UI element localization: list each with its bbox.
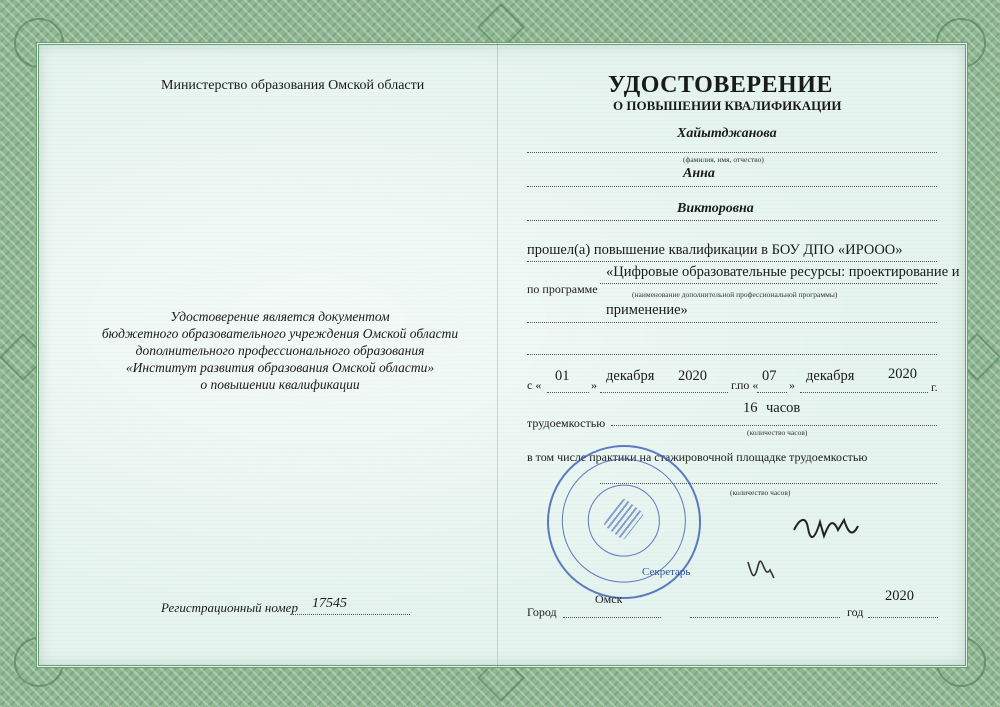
hours-underline (611, 425, 937, 426)
hours-unit: часов (766, 400, 801, 416)
program-underline-1 (600, 283, 937, 284)
date-from-prefix: с « (527, 378, 542, 392)
program-caption: (наименование дополнительной профессиональной программы) (632, 290, 838, 299)
labor-label: трудоемкостью (527, 416, 606, 430)
date-to-prefix: по « (737, 378, 759, 392)
end-year-suffix: г. (931, 380, 938, 394)
program-underline-2 (527, 322, 937, 323)
city-value: Омск (595, 592, 623, 606)
end-year: 2020 (888, 366, 917, 382)
page-fold (497, 42, 498, 668)
surname-value: Хайытджанова (677, 126, 777, 141)
patronymic-value: Викторовна (677, 201, 754, 216)
city-label: Город (527, 605, 557, 619)
name-caption: (фамилия, имя, отчество) (683, 155, 764, 164)
hours-caption: (количество часов) (747, 428, 808, 437)
end-month-year-underline (800, 392, 928, 393)
start-year: 2020 (678, 368, 707, 384)
registration-number: 17545 (312, 596, 347, 611)
hours-value: 16 (743, 400, 758, 416)
start-year-suffix: г. (731, 378, 738, 392)
city-underline (563, 617, 661, 618)
secretary-signature (742, 556, 778, 586)
seal-secretary-label: Секретарь (642, 566, 691, 578)
program-line-1: «Цифровые образовательные ресурсы: проектирование и (606, 264, 960, 280)
program-line-2: применение» (606, 302, 688, 318)
start-day-underline (547, 392, 589, 393)
surname-underline (527, 152, 937, 153)
first-name-underline (527, 186, 937, 187)
registration-underline (290, 614, 410, 615)
end-quote-close: » (789, 378, 795, 392)
description-line: о повышении квалификации (200, 377, 360, 392)
practice-caption: (количество часов) (730, 488, 791, 497)
program-underline-3 (527, 354, 937, 355)
start-month: декабря (606, 368, 655, 384)
end-day: 07 (762, 368, 777, 384)
description-line: «Институт развития образования Омской области» (125, 360, 435, 375)
start-month-year-underline (600, 392, 728, 393)
practice-text: в том числе практики на стажировочной площадке трудоемкостью (527, 450, 868, 464)
start-day: 01 (555, 368, 570, 384)
completed-underline (527, 261, 937, 262)
issue-year: 2020 (885, 588, 914, 604)
year-label: год (847, 605, 864, 619)
description-line: дополнительного профессионального образования (135, 343, 425, 358)
description-line: Удостоверение является документом (170, 309, 390, 324)
start-quote-close: » (591, 378, 597, 392)
description-line: бюджетного образовательного учреждения Омской области (101, 326, 459, 341)
end-day-underline (757, 392, 787, 393)
spacer-underline (690, 617, 840, 618)
patronymic-underline (527, 220, 937, 221)
ministry-heading: Министерство образования Омской области (161, 78, 425, 93)
certificate-description (90, 308, 470, 393)
registration-label: Регистрационный номер (161, 600, 298, 615)
certificate-title: УДОСТОВЕРЕНИЕ (608, 72, 833, 98)
program-label: по программе (527, 282, 598, 296)
completed-text: прошел(а) повышение квалификации в БОУ ДПО «ИРООО» (527, 242, 903, 258)
director-signature (790, 508, 860, 548)
first-name-value: Анна (683, 166, 715, 181)
certificate-subtitle: О ПОВЫШЕНИИ КВАЛИФИКАЦИИ (613, 98, 842, 113)
year-underline (868, 617, 938, 618)
end-month: декабря (806, 368, 855, 384)
